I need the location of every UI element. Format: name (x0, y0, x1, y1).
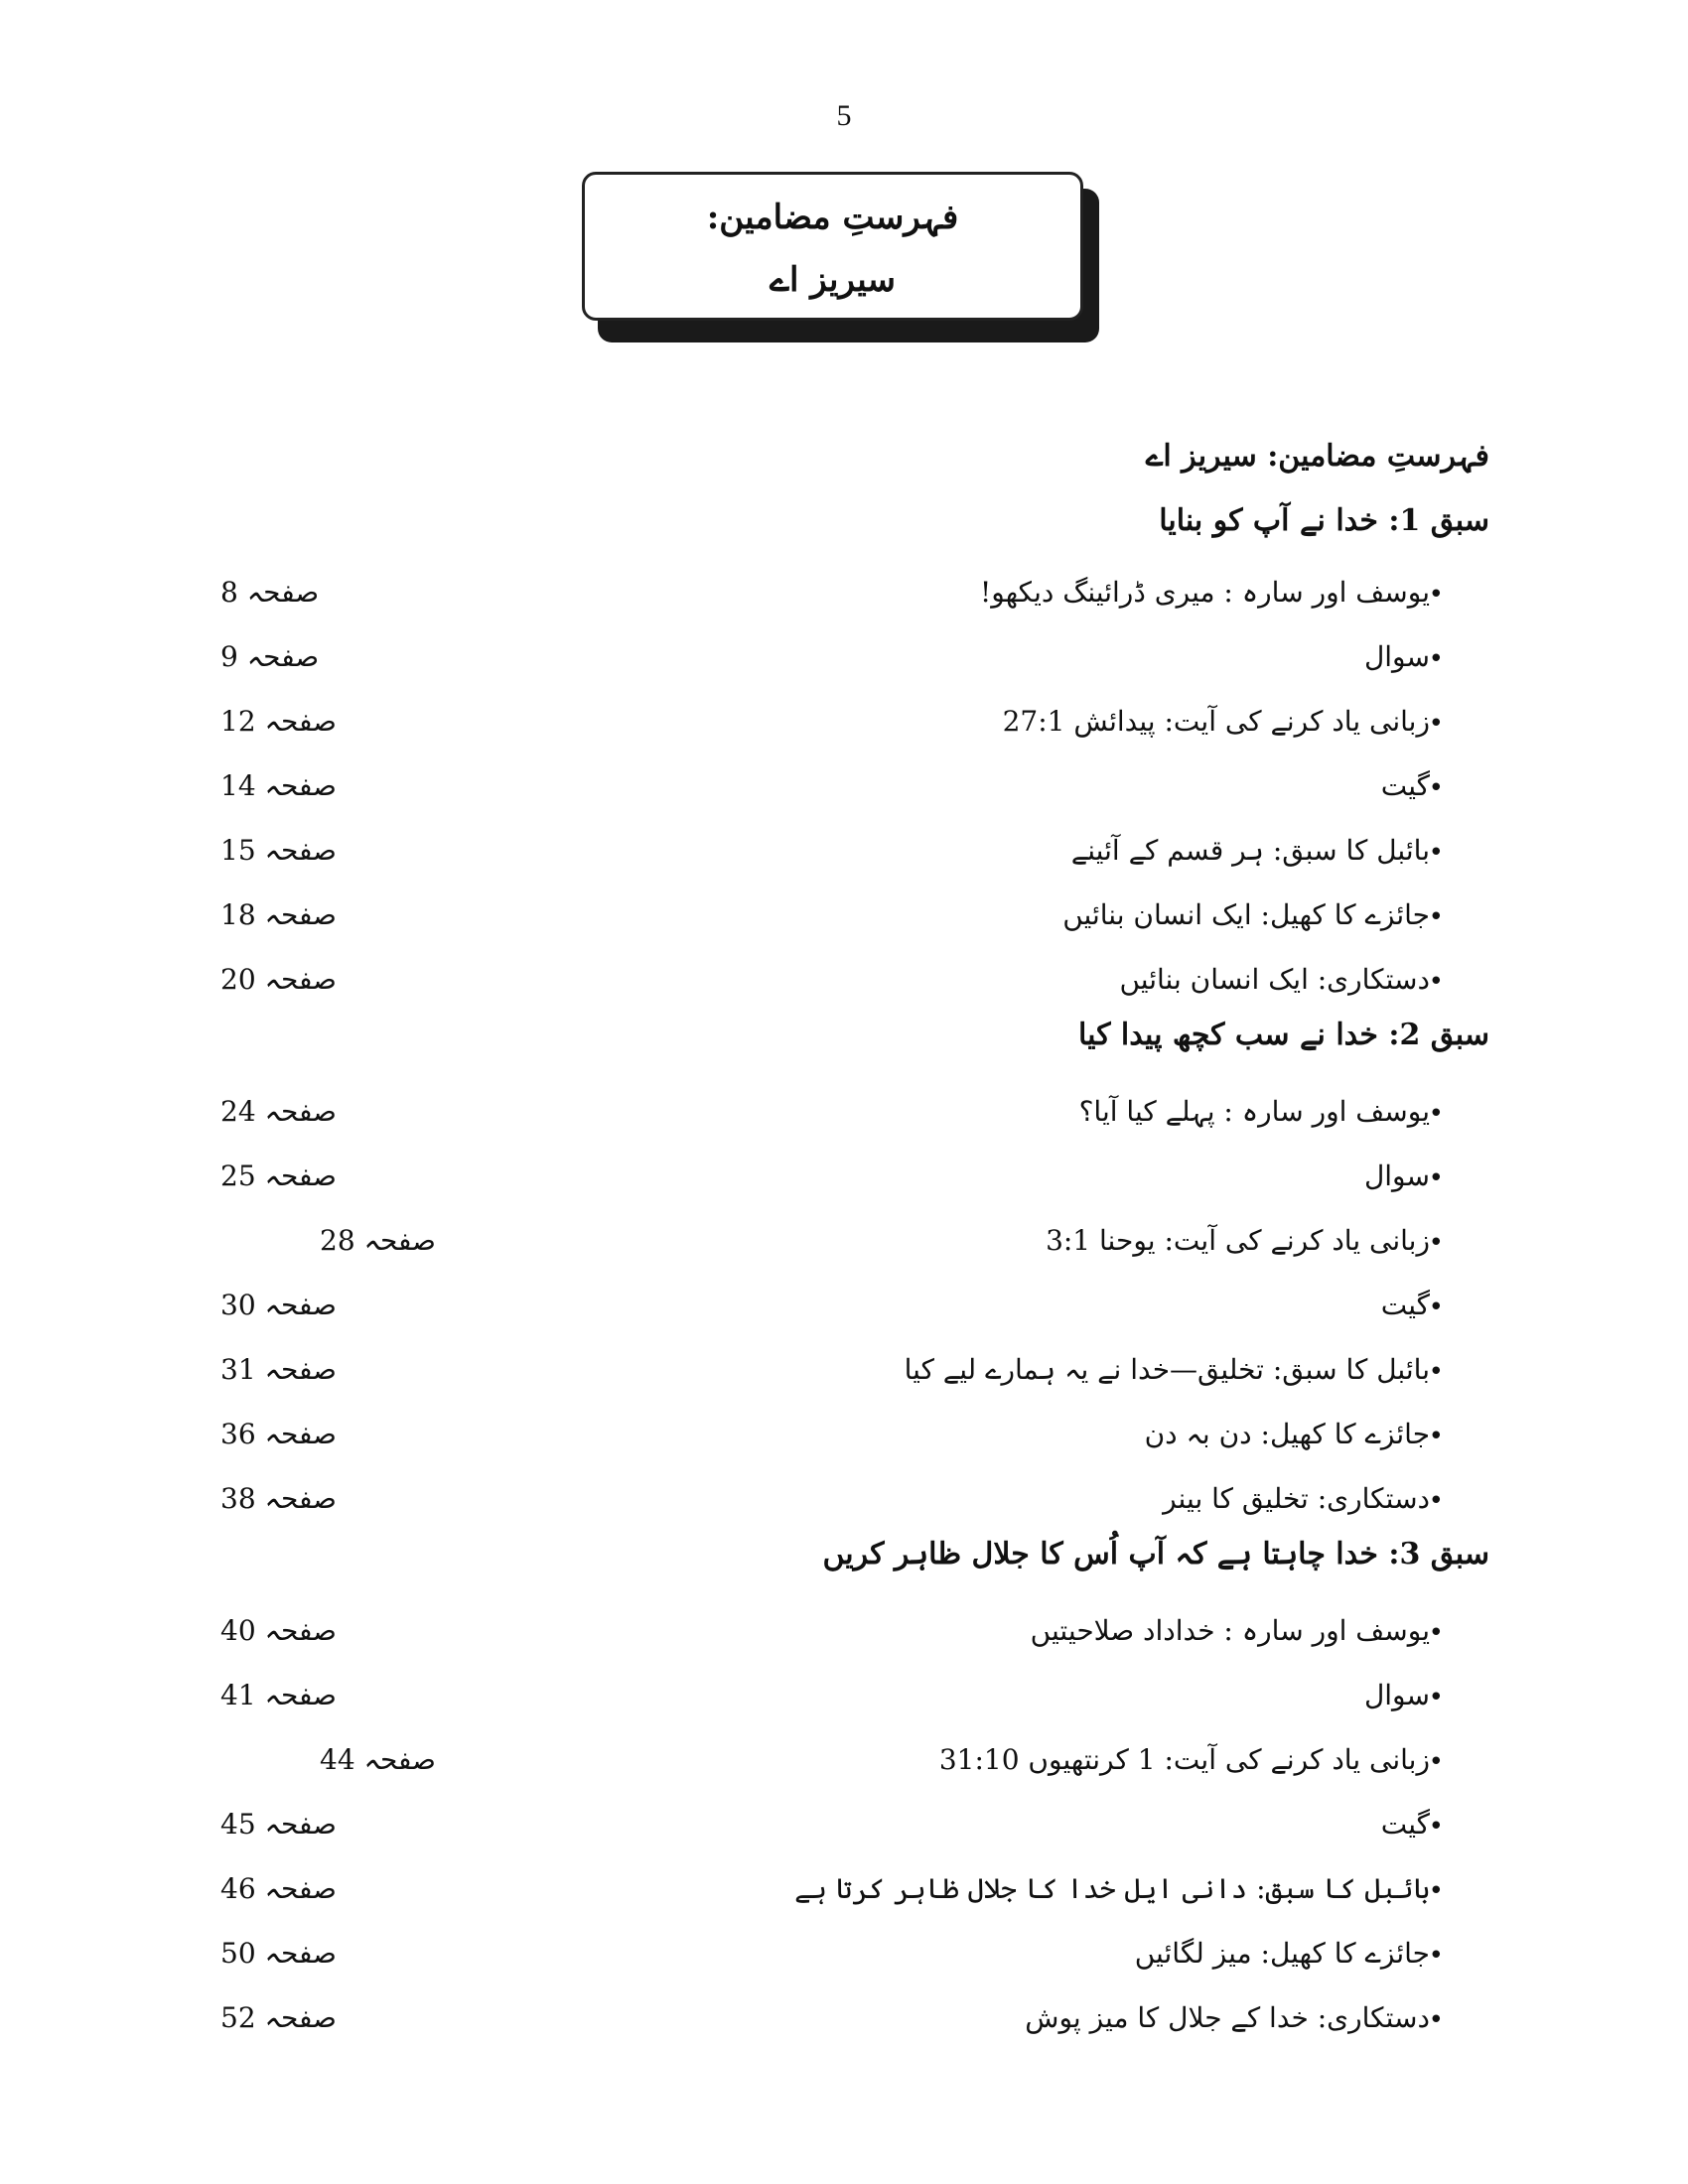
bullet-icon: • (1428, 2005, 1444, 2035)
lesson-heading: سبق 3: خدا چاہتا ہے کہ آپ اُس کا جلال ظاہر کریں (822, 1537, 1489, 1571)
bullet-icon: • (1428, 967, 1444, 997)
toc-entry-page: صفحہ 30 (220, 1289, 337, 1321)
toc-entry-page: صفحہ 20 (220, 963, 337, 996)
toc-entry (0, 632, 1688, 682)
toc-entry-page: صفحہ 31 (220, 1353, 337, 1386)
toc-entry-text: بائبل کا سبق: ہر قسم کے آئینے (1070, 834, 1430, 867)
toc-entry-page: صفحہ 25 (220, 1160, 337, 1192)
toc-entry-text: یوسف اور سارہ : خداداد صلاحیتیں (1030, 1614, 1430, 1647)
toc-entry (0, 1735, 1688, 1785)
bullet-icon: • (1428, 709, 1444, 739)
toc-entry-page: صفحہ 14 (220, 769, 337, 802)
toc-entry-text: سوال (1363, 640, 1430, 673)
toc-entry-text: دستکاری: خدا کے جلال کا میز پوش (1025, 2001, 1430, 2034)
toc-entry (0, 826, 1688, 876)
toc-entry-text: دستکاری: ایک انسان بنائیں (1119, 963, 1430, 996)
toc-entry-text: گیت (1380, 1289, 1430, 1321)
toc-entry-text: یوسف اور سارہ : میری ڈرائینگ دیکھو! (980, 576, 1430, 609)
bullet-icon: • (1428, 1683, 1444, 1712)
toc-entry-page: صفحہ 41 (220, 1679, 337, 1711)
toc-entry-page: صفحہ 24 (220, 1095, 337, 1128)
toc-entry-page: صفحہ 38 (220, 1482, 337, 1515)
toc-entry (0, 1929, 1688, 1979)
toc-entry-text: یوسف اور سارہ : پہلے کیا آیا؟ (1078, 1095, 1430, 1128)
toc-entry-text: جائزے کا کھیل: ایک انسان بنائیں (1062, 898, 1430, 931)
toc-entry-page: صفحہ 40 (220, 1614, 337, 1647)
toc-entry (0, 1671, 1688, 1720)
toc-entry-page: صفحہ 18 (220, 898, 337, 931)
bullet-icon: • (1428, 1747, 1444, 1777)
toc-entry (0, 1281, 1688, 1330)
toc-entry (0, 1993, 1688, 2043)
toc-entry (0, 568, 1688, 617)
bullet-icon: • (1428, 1486, 1444, 1516)
toc-entry (0, 1474, 1688, 1524)
bullet-icon: • (1428, 1163, 1444, 1193)
toc-entry (0, 697, 1688, 747)
toc-entry-page: صفحہ 36 (220, 1418, 337, 1450)
toc-entry-text: سوال (1363, 1679, 1430, 1711)
toc-entry-page: صفحہ 12 (220, 705, 337, 738)
toc-entry-text: زبانی یاد کرنے کی آیت: یوحنا 3:1 (1046, 1224, 1430, 1257)
bullet-icon: • (1428, 1293, 1444, 1322)
toc-entry-text: گیت (1380, 769, 1430, 802)
bullet-icon: • (1428, 1099, 1444, 1129)
bullet-icon: • (1428, 838, 1444, 868)
toc-entry-page: صفحہ 50 (220, 1937, 337, 1970)
toc-entry-text: دستکاری: تخلیق کا بینر (1163, 1482, 1430, 1515)
title-box (582, 172, 1083, 321)
toc-entry-page: صفحہ 44 (320, 1743, 436, 1776)
toc-entry-text: زبانی یاد کرنے کی آیت: پیدائش 27:1 (1002, 705, 1430, 738)
toc-entry (0, 1152, 1688, 1201)
toc-entry (0, 1087, 1688, 1137)
toc-entry-text: جائزے کا کھیل: میز لگائیں (1134, 1937, 1430, 1970)
toc-entry (0, 761, 1688, 811)
toc-entry-text: گیت (1380, 1808, 1430, 1841)
toc-entry-page: صفحہ 46 (220, 1872, 337, 1905)
toc-entry-text: جائزے کا کھیل: دن بہ دن (1144, 1418, 1430, 1450)
toc-entry-page: صفحہ 8 (220, 576, 320, 609)
toc-entry-page: صفحہ 28 (320, 1224, 436, 1257)
title-box-line2: سیریز اے (770, 260, 896, 300)
toc-entry (0, 1606, 1688, 1656)
bullet-icon: • (1428, 773, 1444, 803)
title-box-line1: فہرستِ مضامین: (706, 198, 959, 237)
toc-entry-text: سوال (1363, 1160, 1430, 1192)
toc-entry (0, 1864, 1688, 1914)
bullet-icon: • (1428, 1941, 1444, 1971)
toc-entry-text: بائبل کا سبق: تخلیق—خدا نے یہ ہمارے لیے کیا (904, 1353, 1430, 1386)
toc-entry (0, 1216, 1688, 1266)
toc-entry-page: صفحہ 52 (220, 2001, 337, 2034)
toc-entry-text: بائبل کا سبق: دانی ایل خدا کا جلال ظاہر کرتا ہے (794, 1872, 1430, 1905)
toc-entry-page: صفحہ 45 (220, 1808, 337, 1841)
lesson-heading: سبق 2: خدا نے سب کچھ پیدا کیا (1078, 1018, 1489, 1052)
bullet-icon: • (1428, 1228, 1444, 1258)
bullet-icon: • (1428, 1876, 1444, 1906)
toc-entry (0, 1800, 1688, 1849)
bullet-icon: • (1428, 644, 1444, 674)
toc-entry-text: زبانی یاد کرنے کی آیت: 1 کرنتھیوں 31:10 (938, 1743, 1430, 1776)
toc-entry (0, 955, 1688, 1005)
toc-entry (0, 890, 1688, 940)
bullet-icon: • (1428, 1812, 1444, 1842)
lesson-heading: سبق 1: خدا نے آپ کو بنایا (1159, 503, 1489, 538)
bullet-icon: • (1428, 1357, 1444, 1387)
toc-title: فہرستِ مضامین: سیریز اے (1145, 439, 1489, 474)
bullet-icon: • (1428, 902, 1444, 932)
bullet-icon: • (1428, 580, 1444, 610)
toc-entry-page: صفحہ 9 (220, 640, 320, 673)
toc-entry (0, 1410, 1688, 1459)
bullet-icon: • (1428, 1618, 1444, 1648)
toc-entry (0, 1345, 1688, 1395)
toc-entry-page: صفحہ 15 (220, 834, 337, 867)
bullet-icon: • (1428, 1422, 1444, 1451)
page-number: 5 (836, 99, 852, 132)
